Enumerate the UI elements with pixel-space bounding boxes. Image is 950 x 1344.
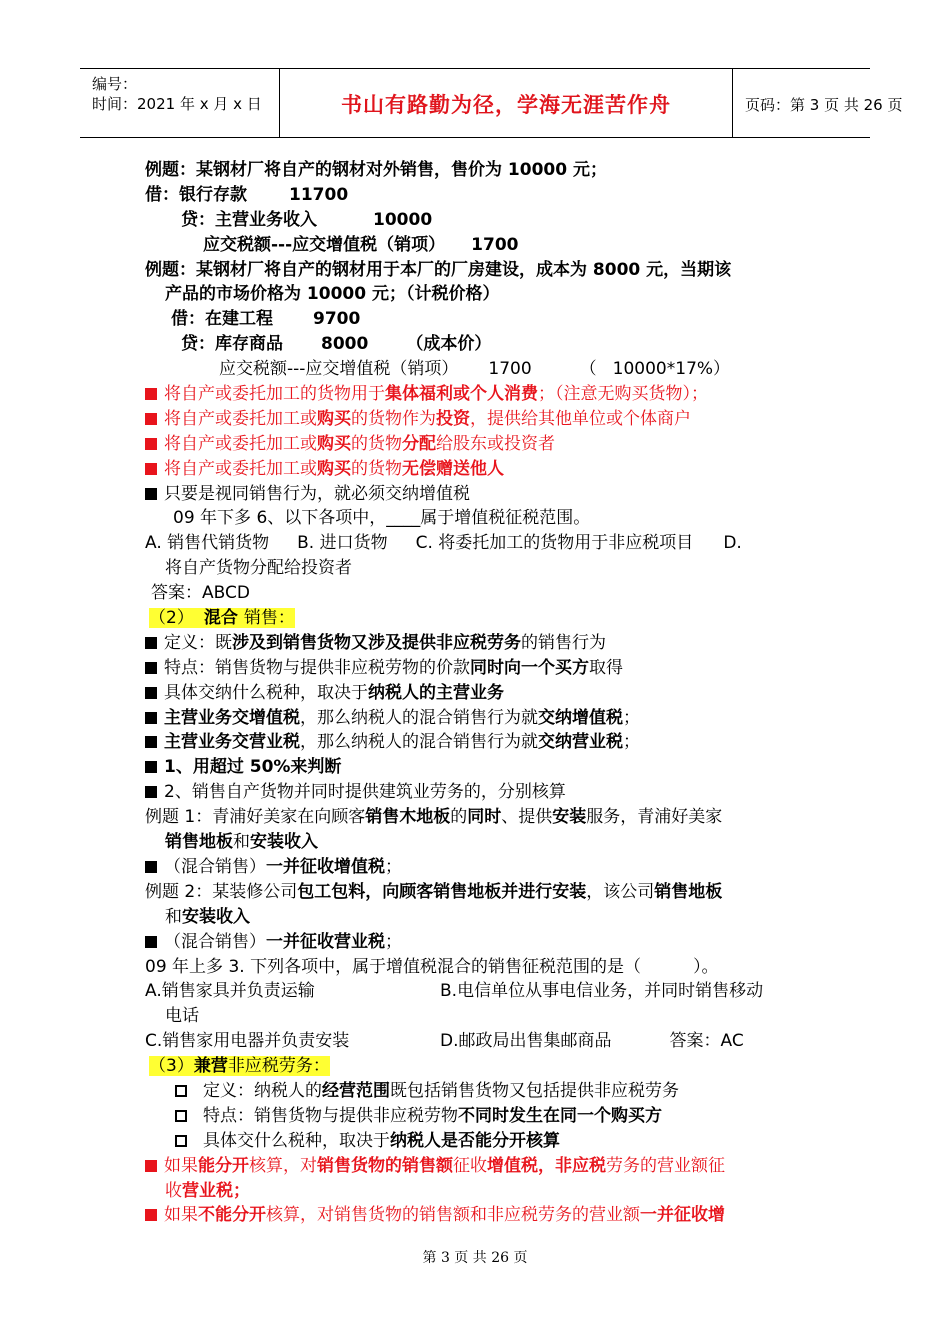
entry-credit-vat-2: 应交税额---应交增值税（销项） 1700 （ 10000*17%） [219, 359, 731, 380]
square-bullet-icon [145, 637, 157, 649]
section-2-heading: （2） 混合 销售： [149, 608, 295, 629]
square-bullet-icon [145, 438, 157, 450]
question-09-3: 09 年上多 3. 下列各项中，属于增值税混合的销售征税范围的是（ ）。 [145, 956, 719, 977]
example-qingpu: 例题 1：青浦好美家在向顾客销售木地板的同时、提供安装服务，青浦好美家 [145, 807, 723, 828]
entry-credit-revenue: 贷：主营业务收入 10000 [181, 209, 433, 230]
red-bullet-3: 将自产或委托加工或购买的货物分配给股东或投资者 [145, 432, 825, 457]
question-09-6: 09 年下多 6、以下各项中，____属于增值税征税范围。 [173, 508, 591, 529]
concurrent-tax-type: 具体交什么税种，取决于纳税人是否能分开核算 [145, 1129, 825, 1154]
concurrent-feature: 特点：销售货物与提供非应税劳物不同时发生在同一个购买方 [145, 1104, 825, 1129]
example-2-title-cont: 产品的市场价格为 10000 元；（计税价格） [165, 284, 500, 305]
mixed-sales-business-tax: （混合销售）一并征收营业税； [145, 930, 825, 955]
checkbox-bullet-icon [175, 1135, 187, 1147]
header-center-cell [280, 69, 733, 137]
entry-credit-vat: 应交税额---应交增值税（销项） 1700 [203, 234, 519, 255]
entry-credit-inventory: 贷：库存商品 8000 （成本价） [181, 334, 492, 355]
page-number-label: 页码：第 3 页 共 26 页 [745, 96, 903, 114]
example-1-title: 例题：某钢材厂将自产的钢材对外销售，售价为 10000 元； [145, 160, 607, 180]
entry-debit-construction: 借：在建工程 9700 [171, 309, 361, 330]
red-bullet-4: 将自产或委托加工或购买的货物无偿赠送他人 [145, 457, 825, 482]
doc-time-label: 时间：2021 年 x 月 x 日 [92, 95, 262, 113]
checkbox-bullet-icon [175, 1110, 187, 1122]
doc-number-label: 编号： [92, 75, 138, 93]
question-09-6-option-d: 将自产货物分配给投资者 [165, 558, 352, 579]
square-bullet-icon [145, 413, 157, 425]
square-bullet-icon [145, 488, 157, 500]
concurrent-definition: 定义：纳税人的经营范围既包括销售货物又包括提供非应税劳务 [145, 1079, 825, 1104]
red-bullet-separate-cont: 收营业税； [165, 1180, 250, 1201]
document-body [145, 158, 825, 1228]
checkbox-bullet-icon [175, 1085, 187, 1097]
red-bullet-not-separate: 如果不能分开核算，对销售货物的销售额和非应税劳务的营业额一并征收增 [145, 1203, 825, 1228]
page-footer: 第 3 页 共 26 页 [422, 1250, 528, 1266]
section-3-heading: （3）兼营非应税劳务： [149, 1056, 330, 1077]
mixed-sales-tax-type: 具体交纳什么税种，取决于纳税人的主营业务 [145, 681, 825, 706]
square-bullet-icon [145, 662, 157, 674]
square-bullet-icon [145, 736, 157, 748]
question-09-6-options: A. 销售代销货物 B. 进口货物 C. 将委托加工的货物用于非应税项目 D. [145, 533, 742, 554]
square-bullet-icon [145, 687, 157, 699]
square-bullet-icon [145, 861, 157, 873]
header-right-cell [733, 69, 903, 137]
square-bullet-icon [145, 463, 157, 475]
square-bullet-icon [145, 786, 157, 798]
rule-construction: 2、销售自产货物并同时提供建筑业劳务的，分别核算 [145, 780, 825, 805]
square-bullet-icon [145, 388, 157, 400]
header-motto: 书山有路勤为径，学海无涯苦作舟 [341, 93, 671, 117]
question-09-6-answer: 答案：ABCD [151, 583, 250, 604]
main-business-vat: 主营业务交增值税，那么纳税人的混合销售行为就交纳增值税； [145, 706, 825, 731]
page-header [80, 68, 903, 138]
square-bullet-icon [145, 1160, 157, 1172]
mixed-sales-vat: （混合销售）一并征收增值税； [145, 855, 825, 880]
square-bullet-icon [145, 712, 157, 724]
mixed-sales-definition: 定义：既涉及到销售货物又涉及提供非应税劳务的销售行为 [145, 631, 825, 656]
example-decoration: 例题 2：某装修公司包工包料，向顾客销售地板并进行安装，该公司销售地板 [145, 881, 723, 902]
red-bullet-separate: 如果能分开核算，对销售货物的销售额征收增值税，非应税劳务的营业额征 [145, 1154, 825, 1179]
header-left-cell [80, 69, 280, 137]
entry-debit-bank: 借：银行存款 11700 [145, 184, 349, 205]
red-bullet-2: 将自产或委托加工或购买的货物作为投资，提供给其他单位或个体商户 [145, 407, 825, 432]
rule-50-percent: 1、用超过 50%来判断 [145, 755, 825, 780]
square-bullet-icon [145, 1209, 157, 1221]
square-bullet-icon [145, 936, 157, 948]
question-09-3-options-cd: C.销售家用电器并负责安装 D.邮政局出售集邮商品 答案：AC [145, 1031, 744, 1052]
main-business-business-tax: 主营业务交营业税，那么纳税人的混合销售行为就交纳营业税； [145, 730, 825, 755]
example-qingpu-cont: 销售地板和安装收入 [165, 832, 318, 853]
question-09-3-option-b-cont: 电话 [165, 1006, 199, 1027]
question-09-3-options-ab: A.销售家具并负责运输 B.电信单位从事电信业务，并同时销售移动 [145, 981, 764, 1002]
red-bullet-1: 将自产或委托加工的货物用于集体福利或个人消费；（注意无购买货物）； [145, 382, 825, 407]
example-2-title: 例题：某钢材厂将自产的钢材用于本厂的厂房建设，成本为 8000 元，当期该 [145, 259, 732, 280]
bullet-deemed-sales: 只要是视同销售行为，就必须交纳增值税 [145, 482, 825, 507]
example-decoration-cont: 和安装收入 [165, 906, 250, 927]
mixed-sales-feature: 特点：销售货物与提供非应税劳物的价款同时向一个买方取得 [145, 656, 825, 681]
square-bullet-icon [145, 761, 157, 773]
